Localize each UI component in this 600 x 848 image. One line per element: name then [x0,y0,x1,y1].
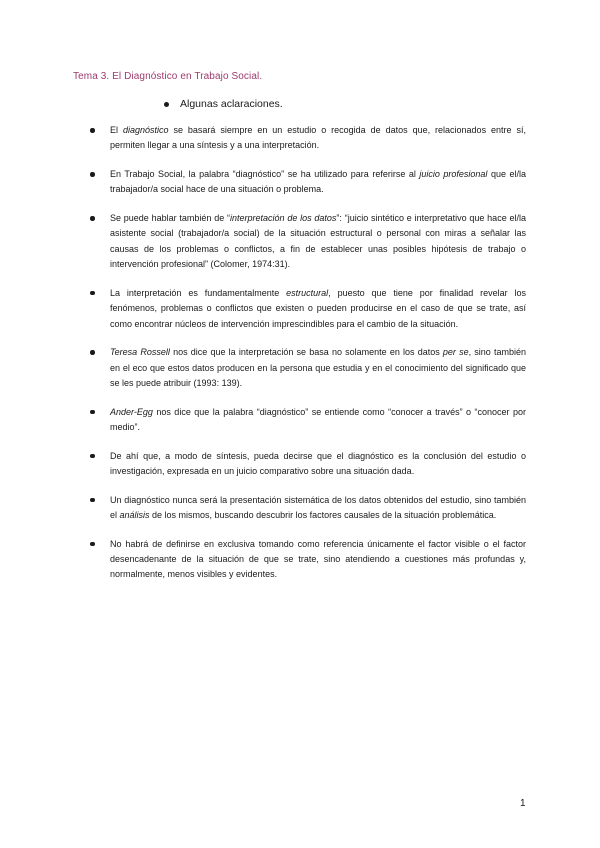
emphasis-text: estructural [286,287,329,298]
list-item-text [110,347,526,388]
section-subheading [164,98,283,110]
text-run: De ahí que, a modo de síntesis, pueda decirse que el diagnóstico es la conclusión del estudio o investigación, expresada en un juicio comparativo sobre una situación dada. [110,450,526,477]
list-item [90,123,526,154]
bullet-icon [90,498,95,503]
text-run: de los mismos, buscando descubrir los factores causales de la situación problemática. [149,510,497,521]
emphasis-text: interpretación de los datos [230,213,337,223]
text-run: nos dice que la palabra “diagnóstico” se entiende como “conocer a través” o “conocer por medio”. [110,406,526,433]
emphasis-text: Ander-Egg [110,406,153,417]
list-item [90,345,526,391]
text-run: Se puede hablar también de “ [110,213,230,223]
bullet-icon [164,102,169,107]
list-item [90,167,526,198]
list-item [90,449,526,480]
list-item-text [110,125,526,150]
document-header: Tema 3. El Diagnóstico en Trabajo Social. [73,71,263,82]
bullet-icon [90,172,95,177]
list-item [90,286,526,332]
list-item-text [110,407,526,432]
page-number: 1 [520,798,526,809]
list-item [90,405,526,436]
bullet-icon [90,542,95,547]
list-item [90,493,526,524]
bullet-icon [90,291,95,296]
text-run: ”: “juicio sintético e interpretativo que hace el/la asistente social (trabajador/a social) de la situación estructural o personal con miras a señalar las causas de los problemas o conflictos, a fin de establecer unas posibles hipótesis de trabajo o intervención profesional” (Colomer, 1974:31). [110,213,526,270]
list-item-text [110,495,526,520]
list-item [90,537,526,583]
text-run: nos dice que la interpretación se basa no solamente en los datos [169,347,443,358]
emphasis-text: Teresa Rossell [110,347,170,358]
text-run: Un diagnóstico nunca será la presentación sistemática de los datos obtenidos del estudio, sino también el [110,494,526,521]
text-run: , puesto que tiene por finalidad revelar los fenómenos, problemas o conflictos que existen o pueden producirse en el caso de que se trate, así como encontrar núcleos de intervención imprescindibles para el cambio de la situación. [110,287,526,329]
emphasis-text: per se [442,347,469,358]
bullet-icon [90,410,95,415]
text-run: El [110,125,123,135]
list-item-text [110,288,526,329]
text-run: No habrá de definirse en exclusiva tomando como referencia únicamente el factor visible o el factor desencadenante de la situación de que se trate, sino atendiendo a cuestiones más profundas y, normalmente, menos visibles y evidentes. [110,538,526,580]
bullet-icon [90,350,95,355]
emphasis-text: análisis [119,510,150,521]
bullet-icon [90,454,95,459]
bullet-icon [90,216,95,221]
text-run: La interpretación es fundamentalmente [110,287,287,298]
bullet-list [90,123,526,596]
text-run: , sino también en el eco que estos datos producen en la persona que estudia y en el conocimiento del significado que se les puede atribuir (1993: 139). [110,347,527,389]
list-item-text [110,213,526,269]
subheading-text: Algunas aclaraciones. [180,98,283,110]
emphasis-text: juicio profesional [419,169,488,179]
emphasis-text: diagnóstico [122,125,169,135]
list-item [90,211,526,273]
list-item-text [110,539,526,580]
list-item-text [110,169,526,194]
list-item-text [110,451,526,476]
text-run: En Trabajo Social, la palabra “diagnóstico” se ha utilizado para referirse al [110,169,420,179]
text-run: se basará siempre en un estudio o recogida de datos que, relacionados entre sí, permiten llegar a una síntesis y a una interpretación. [110,125,526,151]
bullet-icon [90,128,95,133]
text-run: que el/la trabajador/a social hace de una situación o problema. [110,169,526,195]
